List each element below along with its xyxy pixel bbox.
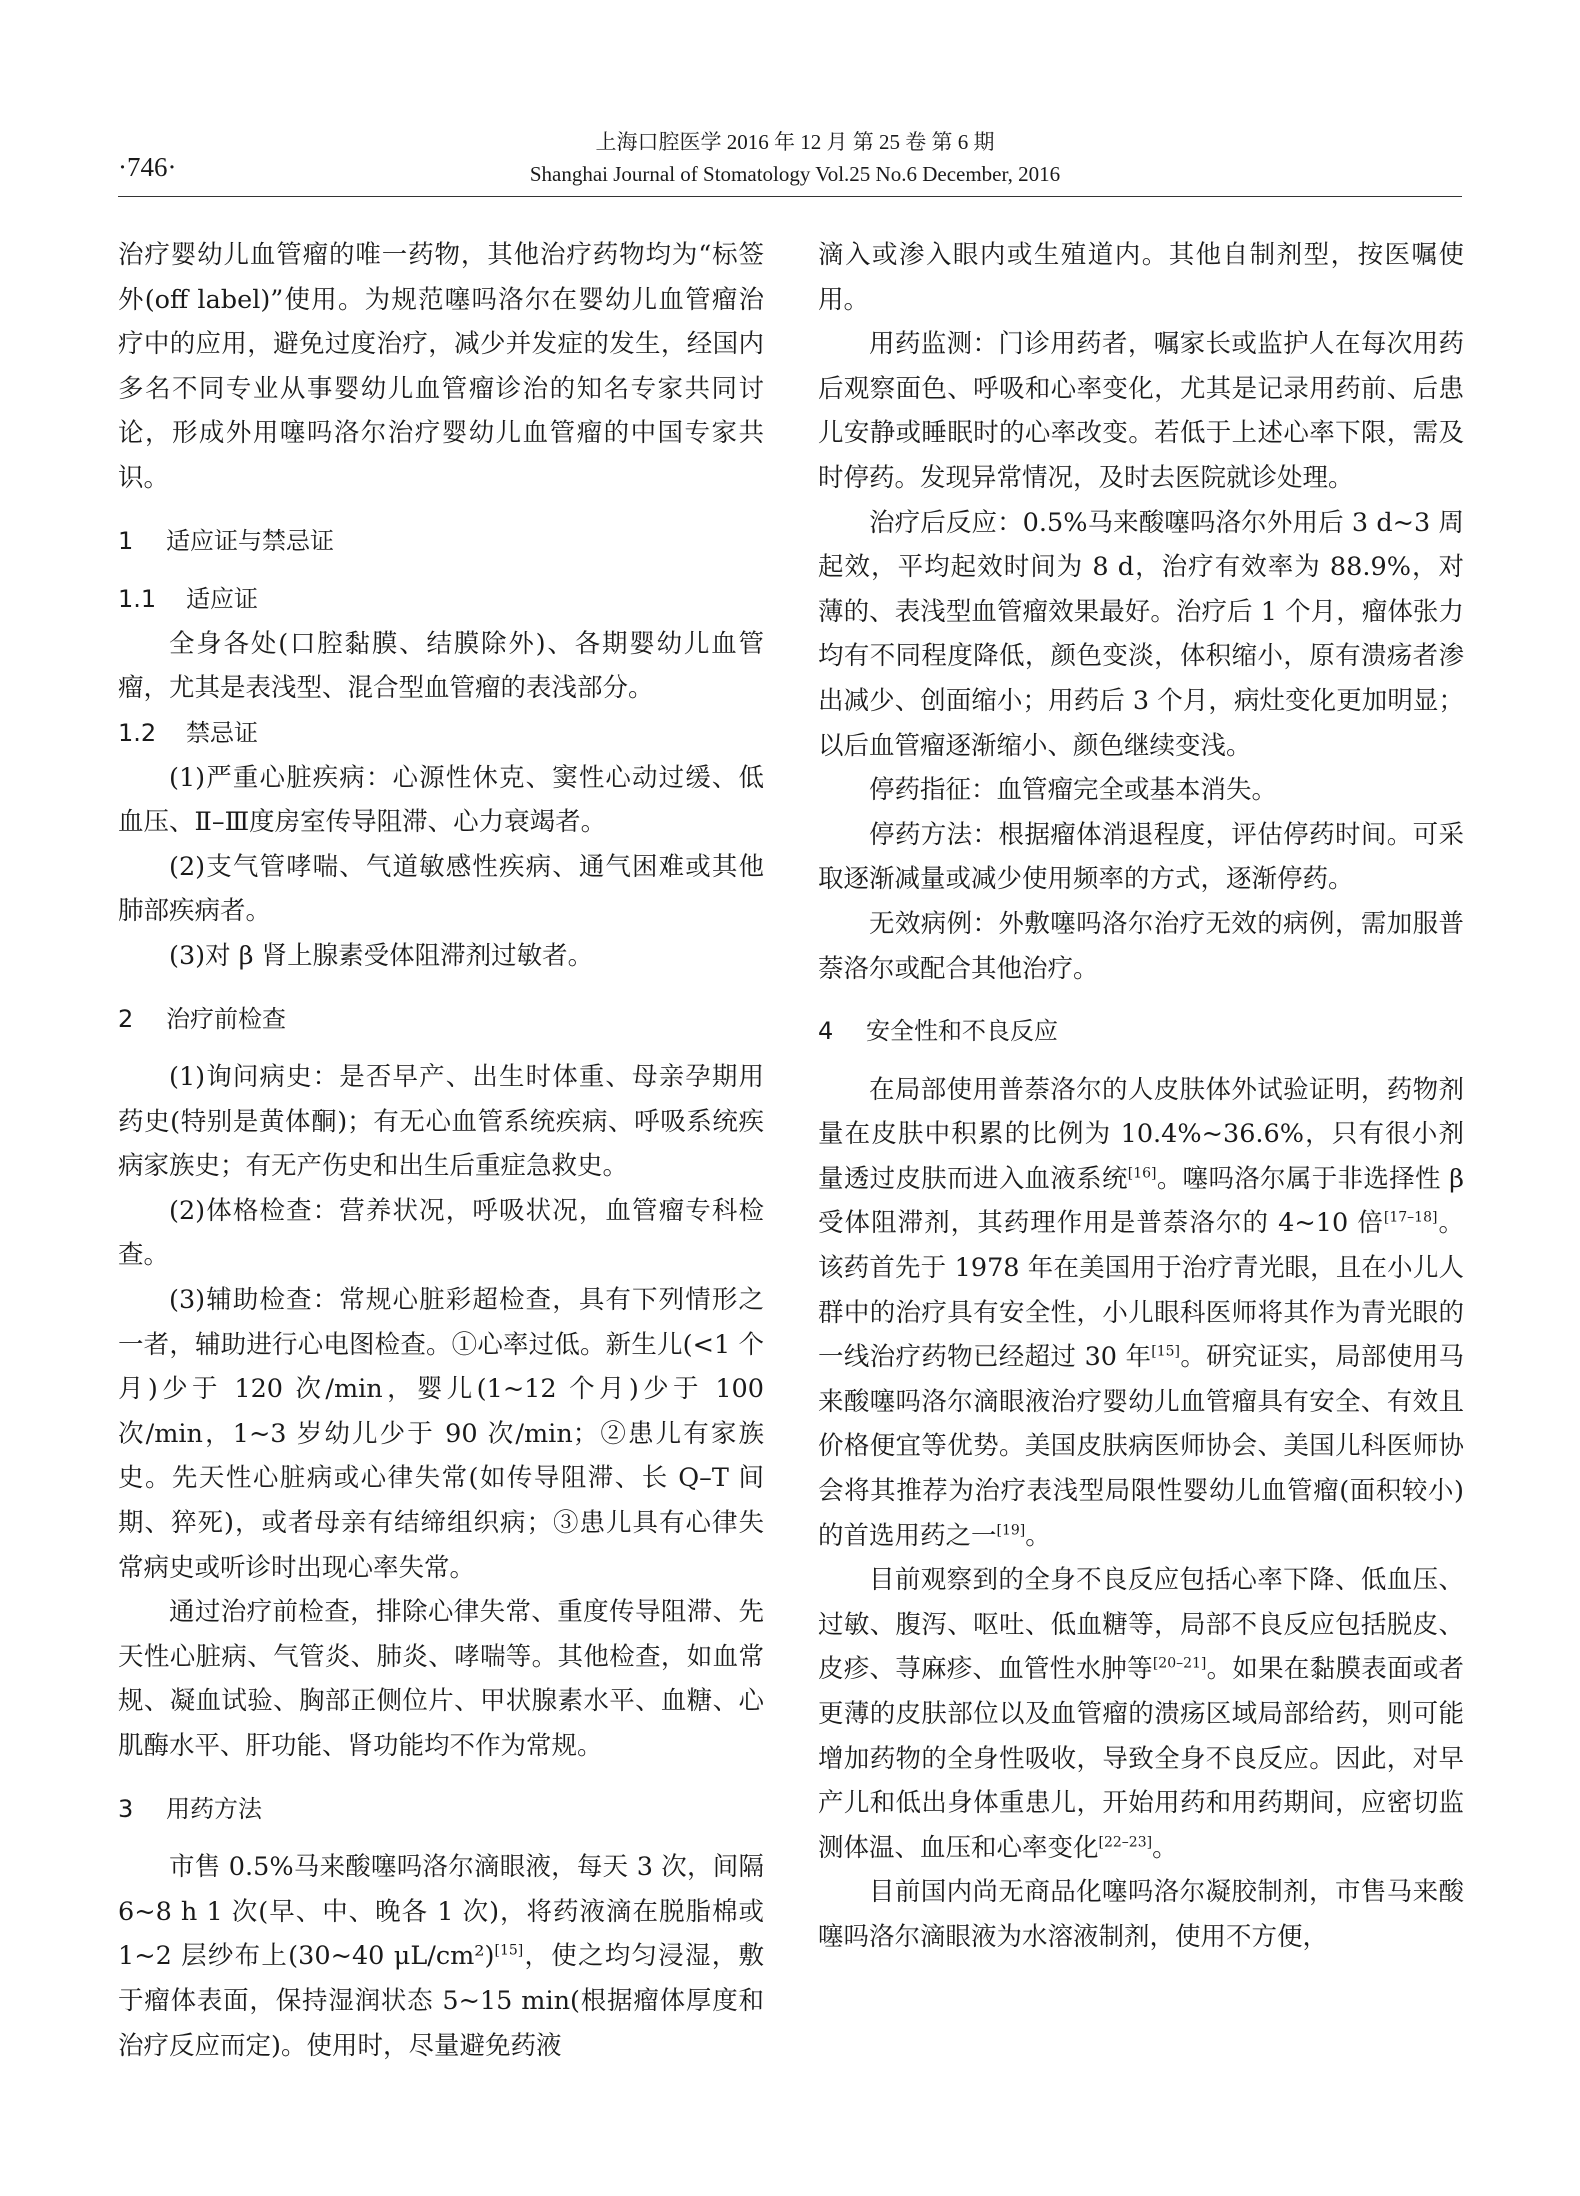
citation-ref: [19] — [996, 1522, 1026, 1539]
section-title: 适应证与禁忌证 — [166, 526, 334, 555]
subsection-number: 1.1 — [118, 585, 157, 614]
citation-ref: [20–21] — [1152, 1655, 1207, 1672]
text-run: 。噻吗洛尔属于非选择性 β 受体阻滞剂，其药理作用是普萘洛尔的 4~10 倍 — [818, 1163, 1464, 1239]
text-run: 。 — [1025, 1520, 1051, 1551]
stop-method-paragraph: 停药方法：根据瘤体消退程度，评估停药时间。可采取逐渐减量或减少使用频率的方式，逐渐停药。 — [818, 819, 1464, 895]
monitoring-paragraph: 用药监测：门诊用药者，嘱家长或监护人在每次用药后观察面色、呼吸和心率变化，尤其是记录用药前、后患儿安静或睡眠时的心率改变。若低于上述心率下限，需及时停药。发现异常情况，及时去医院就诊处理。 — [818, 329, 1464, 493]
section-number: 2 — [118, 1004, 134, 1033]
journal-title-en: Shanghai Journal of Stomatology Vol.25 No.6 December, 2016 — [529, 162, 1061, 186]
running-header — [400, 126, 1190, 190]
subsection-1-2-heading — [118, 711, 764, 756]
text-run: 市售 0.5%马来酸噻吗洛尔滴眼液，每天 3 次，间隔 6~8 h 1 次(早、中、晚各 1 次)，将药液滴在脱脂棉或 1~2 层纱布上(30~40 μL/cm²) — [118, 1852, 764, 1972]
intro-paragraph: 治疗婴幼儿血管瘤的唯一药物，其他治疗药物均为“标签外(off label)”使用。为规范噻吗洛尔在婴幼儿血管瘤治疗中的应用，避免过度治疗，减少并发症的发生，经国内多名不同专业从事婴幼儿血管瘤诊治的知名专家共同讨论，形成外用噻吗洛尔治疗婴幼儿血管瘤的中国专家共识。 — [118, 240, 764, 493]
text-run: 目前观察到的全身不良反应包括心率下降、低血压、过敏、腹泻、呕吐、低血糖等，局部不良反应包括脱皮、皮疹、荨麻疹、血管性水肿等 — [818, 1565, 1464, 1685]
safety-paragraph-3: 目前国内尚无商品化噻吗洛尔凝胶制剂，市售马来酸噻吗洛尔滴眼液为水溶液制剂，使用不方便， — [818, 1877, 1464, 1952]
ineffective-cases-paragraph: 无效病例：外敷噻吗洛尔治疗无效的病例，需加服普萘洛尔或配合其他治疗。 — [818, 908, 1464, 984]
exam-paragraph-4: 通过治疗前检查，排除心律失常、重度传导阻滞、先天性心脏病、气管炎、肺炎、哮喘等。其他检查，如血常规、凝血试验、胸部正侧位片、甲状腺素水平、血糖、心肌酶水平、肝功能、肾功能均不作为常规。 — [118, 1597, 764, 1761]
subsection-1-1-heading — [118, 577, 764, 622]
exam-paragraph-1: (1)询问病史：是否早产、出生时体重、母亲孕期用药史(特别是黄体酮)；有无心血管系统疾病、呼吸系统疾病家族史；有无产伤史和出生后重症急救史。 — [118, 1062, 764, 1182]
text-run: 在局部使用普萘洛尔的人皮肤体外试验证明，药物剂量在皮肤中积累的比例为 10.4%~36.6%，只有很小剂量透过皮肤而进入血液系统 — [818, 1074, 1464, 1194]
section-number: 3 — [118, 1794, 134, 1823]
section-1-heading — [118, 519, 764, 564]
subsection-number: 1.2 — [118, 718, 157, 747]
text-run: 。该药首先于 1978 年在美国用于治疗青光眼，且在小儿人群中的治疗具有安全性，小儿眼科医师将其作为青光眼的一线治疗药物已经超过 30 年 — [818, 1208, 1464, 1373]
dosage-paragraph — [118, 1845, 764, 2068]
citation-ref: [15] — [494, 1942, 524, 1959]
text-run: 。如果在黏膜表面或者更薄的皮肤部位以及血管瘤的溃疡区域局部给药，则可能增加药物的全身性吸收，导致全身不良反应。因此，对早产儿和低出身体重患儿，开始用药和用药期间，应密切监测体温、血压和心率变化 — [818, 1654, 1464, 1863]
citation-ref: [15] — [1151, 1343, 1181, 1360]
section-4-heading — [818, 1009, 1464, 1054]
stop-indication-paragraph: 停药指征：血管瘤完全或基本消失。 — [869, 775, 1278, 806]
section-number: 4 — [818, 1017, 834, 1046]
section-3-heading — [118, 1787, 764, 1832]
citation-ref: [22–23] — [1098, 1834, 1153, 1851]
exam-paragraph-3: (3)辅助检查：常规心脏彩超检查，具有下列情形之一者，辅助进行心电图检查。①心率过低。新生儿(<1 个月)少于 120 次/min，婴儿(1~12 个月)少于 100 次/min，1~3 岁幼儿少于 90 次/min；②患儿有家族史。先天性心脏病或心律失常(如传导阻滞、长 Q–T 间期、猝死)，或者母亲有结缔组织病；③患儿具有心律失常病史或听诊时出现心率失常。 — [118, 1285, 764, 1583]
exam-paragraph-2: (2)体格检查：营养状况，呼吸状况，血管瘤专科检查。 — [118, 1195, 764, 1271]
contraindication-1: (1)严重心脏疾病：心源性休克、窦性心动过缓、低血压、Ⅱ–Ⅲ度房室传导阻滞、心力衰竭者。 — [118, 762, 764, 838]
text-run: ，使之均匀浸湿，敷于瘤体表面，保持湿润状态 5~15 min(根据瘤体厚度和治疗反应而定)。使用时，尽量避免药液 — [118, 1941, 764, 2061]
contraindication-3: (3)对 β 肾上腺素受体阻滞剂过敏者。 — [169, 940, 594, 971]
journal-title-cn: 上海口腔医学 2016 年 12 月 第 25 卷 第 6 期 — [595, 130, 995, 154]
citation-ref: [16] — [1127, 1165, 1157, 1182]
section-title: 安全性和不良反应 — [866, 1017, 1058, 1046]
left-column — [118, 233, 764, 2068]
contraindication-2: (2)支气管哮喘、气道敏感性疾病、通气困难或其他肺部疾病者。 — [118, 851, 764, 927]
response-paragraph: 治疗后反应：0.5%马来酸噻吗洛尔外用后 3 d~3 周起效，平均起效时间为 8 d，治疗有效率为 88.9%，对薄的、表浅型血管瘤效果最好。治疗后 1 个月，瘤体张力均有不同程度降低，颜色变淡，体积缩小，原有溃疡者渗出减少、创面缩小；用药后 3 个月，病灶变化更加明显；以后血管瘤逐渐缩小、颜色继续变浅。 — [818, 507, 1464, 761]
subsection-title: 适应证 — [186, 585, 258, 614]
right-column — [818, 233, 1464, 1960]
section-2-heading — [118, 997, 764, 1042]
page-number: ·746· — [118, 152, 177, 182]
section-title: 用药方法 — [166, 1794, 262, 1823]
safety-paragraph-2 — [818, 1558, 1464, 1870]
text-run: 。研究证实，局部使用马来酸噻吗洛尔滴眼液治疗婴幼儿血管瘤具有安全、有效且价格便宜等优势。美国皮肤病医师协会、美国儿科医师协会将其推荐为治疗表浅型局限性婴幼儿血管瘤(面积较小)的首选用药之一 — [818, 1342, 1464, 1551]
section-number: 1 — [118, 526, 134, 555]
text-run: 。 — [1152, 1832, 1178, 1863]
citation-ref: [17–18] — [1383, 1209, 1438, 1226]
subsection-title: 禁忌证 — [186, 718, 258, 747]
section-title: 治疗前检查 — [166, 1004, 286, 1033]
indications-paragraph: 全身各处(口腔黏膜、结膜除外)、各期婴幼儿血管瘤，尤其是表浅型、混合型血管瘤的表浅部分。 — [118, 628, 764, 704]
header-rule — [118, 196, 1462, 197]
continued-paragraph: 滴入或渗入眼内或生殖道内。其他自制剂型，按医嘱使用。 — [818, 240, 1464, 315]
safety-paragraph-1 — [818, 1068, 1464, 1559]
